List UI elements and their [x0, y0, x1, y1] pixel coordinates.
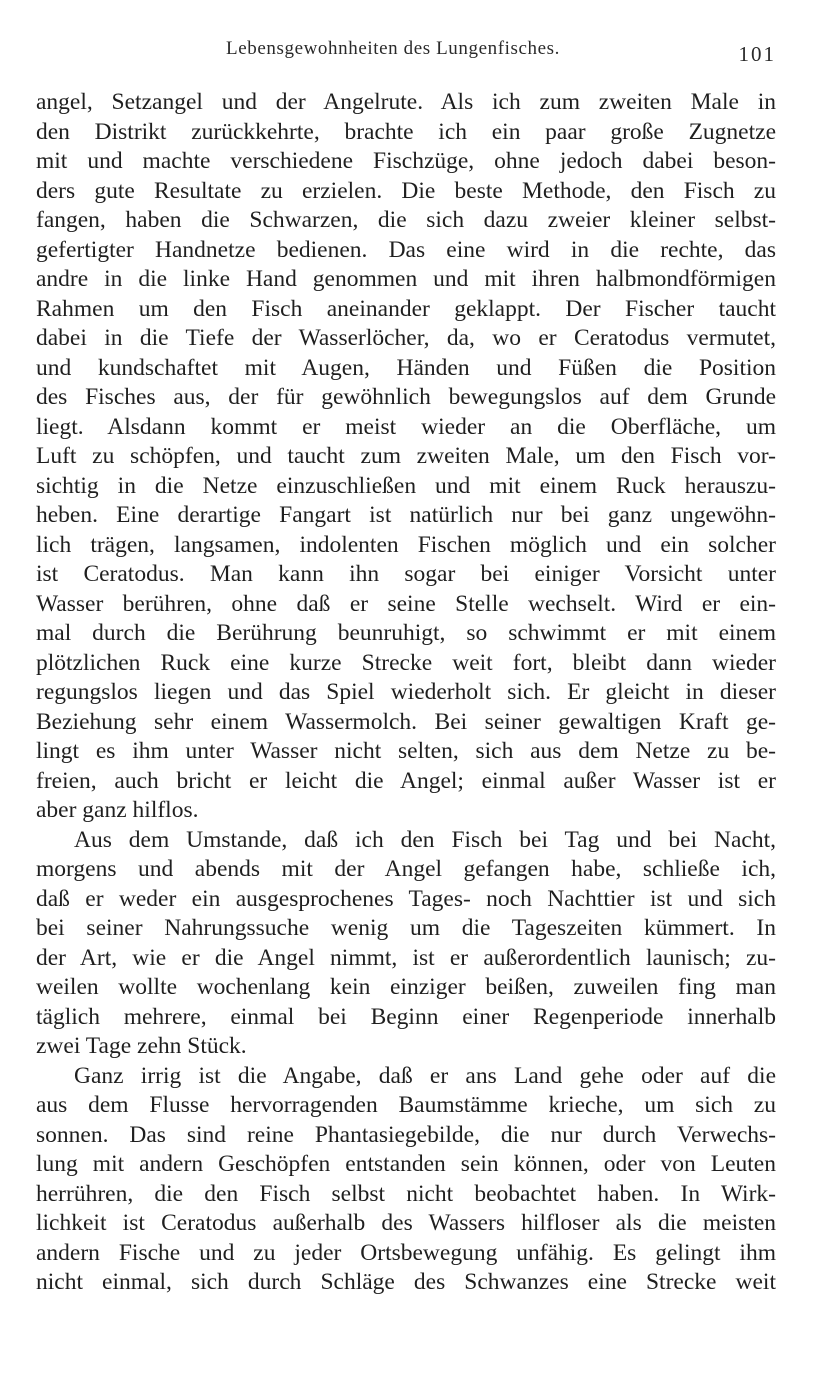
text-line: Ganz irrig ist die Angabe, daß er ans Land gehe oder auf die: [74, 1062, 776, 1089]
running-head: [36, 38, 776, 68]
text-line: herrühren, die den Fisch selbst nicht beobachtet haben. In Wirk-: [36, 1180, 776, 1207]
text-line: lung mit andern Geschöpfen entstanden sein können, oder von Leuten: [36, 1151, 776, 1177]
text-line: morgens und abends mit der Angel gefangen habe, schließe ich,: [36, 856, 776, 882]
text-line: und kundschaftet mit Augen, Händen und Füßen die Position: [36, 354, 776, 381]
text-line: Luft zu schöpfen, und taucht zum zweiten Male, um den Fisch vor-: [36, 443, 776, 469]
text-line: andern Fische und zu jeder Ortsbewegung unfähig. Es gelingt ihm: [36, 1239, 776, 1266]
text-line: den Distrikt zurückkehrte, brachte ich ein paar große Zugnetze: [36, 118, 776, 145]
text-line: mal durch die Berührung beunruhigt, so schwimmt er mit einem: [36, 620, 776, 646]
text-line: fangen, haben die Schwarzen, die sich dazu zweier kleiner selbst-: [36, 207, 776, 233]
text-line: bei seiner Nahrungssuche wenig um die Tageszeiten kümmert. In: [36, 915, 776, 941]
text-line: aber ganz hilflos.: [36, 797, 199, 823]
text-line: dabei in die Tiefe der Wasserlöcher, da, wo er Ceratodus vermutet,: [36, 325, 776, 351]
paragraph: [36, 1062, 776, 1298]
text-line: sichtig in die Netze einzuschließen und mit einem Ruck herauszu-: [36, 472, 776, 499]
text-line: ders gute Resultate zu erzielen. Die beste Methode, den Fisch zu: [36, 177, 776, 204]
text-line: weilen wollte wochenlang kein einziger beißen, zuweilen fing man: [36, 974, 776, 1000]
text-line: sonnen. Das sind reine Phantasiegebilde, die nur durch Verwechs-: [36, 1121, 776, 1148]
text-line: lich trägen, langsamen, indolenten Fischen möglich und ein solcher: [36, 531, 776, 558]
text-line: lichkeit ist Ceratodus außerhalb des Wassers hilfloser als die meisten: [36, 1210, 776, 1236]
text-line: heben. Eine derartige Fangart ist natürlich nur bei ganz ungewöhn-: [36, 502, 776, 528]
text-line: andre in die linke Hand genommen und mit ihren halbmondförmigen: [36, 266, 776, 292]
text-line: gefertigter Handnetze bedienen. Das eine wird in die rechte, das: [36, 236, 776, 263]
text-line: Wasser berühren, ohne daß er seine Stelle wechselt. Wird er ein-: [36, 590, 776, 617]
text-line: aus dem Flusse hervorragenden Baumstämme krieche, um sich zu: [36, 1092, 776, 1118]
running-title: Lebensgewohnheiten des Lungenfisches.: [226, 38, 561, 59]
text-line: freien, auch bricht er leicht die Angel; einmal außer Wasser ist er: [36, 767, 776, 794]
text-line: Beziehung sehr einem Wassermolch. Bei seiner gewaltigen Kraft ge-: [36, 708, 776, 735]
text-line: mit und machte verschiedene Fischzüge, ohne jedoch dabei beson-: [36, 148, 776, 174]
page-number: 101: [738, 42, 776, 66]
text-line: täglich mehrere, einmal bei Beginn einer Regenperiode innerhalb: [36, 1003, 776, 1030]
text-line: des Fisches aus, der für gewöhnlich bewegungslos auf dem Grunde: [36, 384, 776, 410]
text-line: Aus dem Umstande, daß ich den Fisch bei Tag und bei Nacht,: [74, 826, 776, 853]
text-line: der Art, wie er die Angel nimmt, ist er außerordentlich launisch; zu-: [36, 944, 776, 971]
text-line: daß er weder ein ausgesprochenes Tages- noch Nachttier ist und sich: [36, 885, 776, 912]
paragraph: [36, 826, 776, 1062]
paragraph: [36, 88, 776, 826]
text-line: ist Ceratodus. Man kann ihn sogar bei einiger Vorsicht unter: [36, 561, 776, 587]
text-line: regungslos liegen und das Spiel wiederholt sich. Er gleicht in dieser: [36, 679, 776, 705]
text-line: nicht einmal, sich durch Schläge des Schwanzes eine Strecke weit: [36, 1269, 776, 1295]
text-line: zwei Tage zehn Stück.: [36, 1033, 247, 1059]
text-line: angel, Setzangel und der Angelrute. Als ich zum zweiten Male in: [36, 89, 776, 115]
body-text: [36, 88, 776, 1298]
text-line: liegt. Alsdann kommt er meist wieder an die Oberfläche, um: [36, 413, 776, 440]
text-line: plötzlichen Ruck eine kurze Strecke weit fort, bleibt dann wieder: [36, 649, 776, 676]
text-line: Rahmen um den Fisch aneinander geklappt. Der Fischer taucht: [36, 295, 776, 322]
text-line: lingt es ihm unter Wasser nicht selten, sich aus dem Netze zu be-: [36, 738, 776, 764]
